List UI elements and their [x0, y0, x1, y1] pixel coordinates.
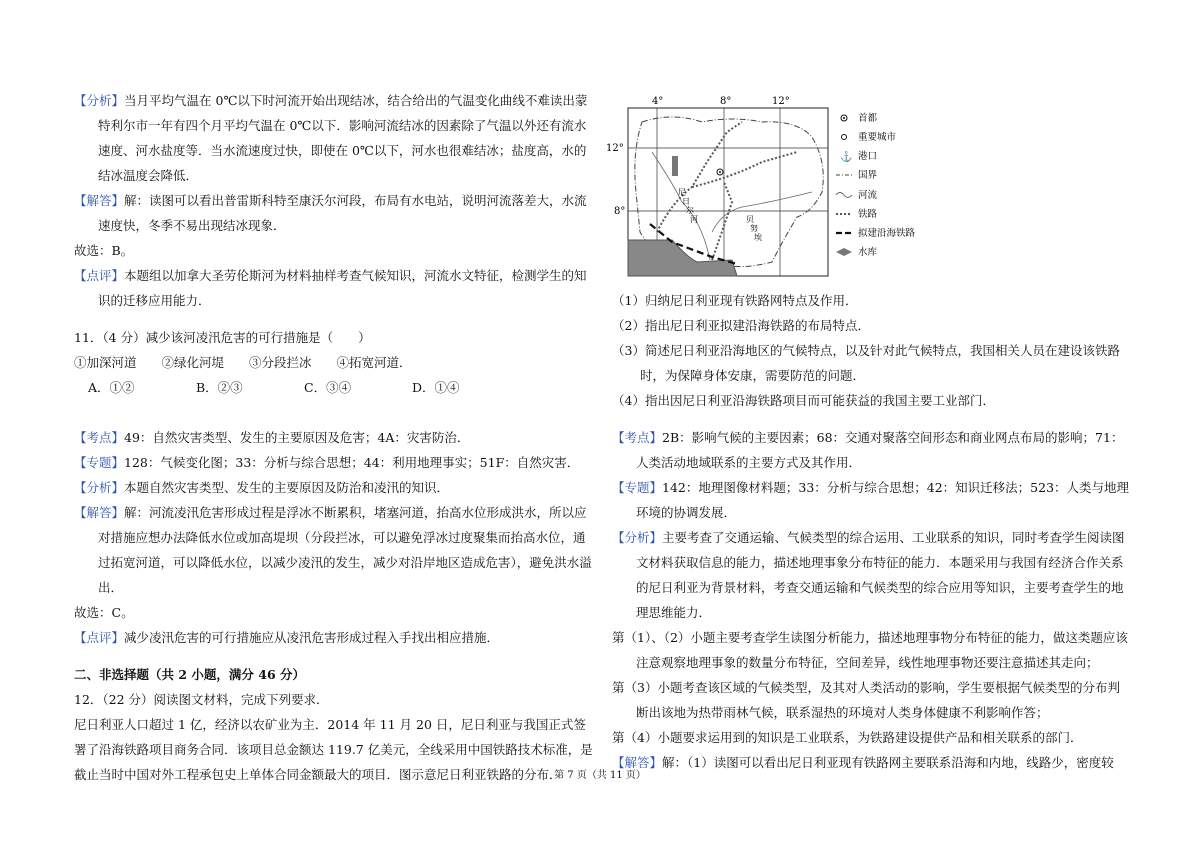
q11-options — [74, 375, 594, 400]
q12-point — [612, 425, 1132, 475]
point-tag: 【考点】 — [612, 430, 663, 445]
q12-solution-text: 解：（1）读图可以看出尼日利亚现有铁路网主要联系沿海和内地，线路少，密度较 — [662, 755, 1114, 770]
q12-note2: 第（3）小题考查该区域的气候类型，及其对人类活动的影响，学生要根据气候类型的分布判断出该地为热带雨林气候，联系湿热的环境对人类身体健康不利影响作答； — [612, 680, 1120, 720]
right-column — [606, 92, 1132, 775]
legend-label: 重要城市 — [858, 132, 897, 143]
railway-line — [657, 122, 742, 232]
q12-analysis-text: 主要考查了交通运输、气候类型的综合运用、工业联系的知识，同时考查学生阅读图文材料获取信息的能力，描述地理事象分布特征的能力．本题采用与我国有经济合作关系的尼日利亚为背景材料，考查交通运输和气候类型的综合应用等知识，主要考查学生的地理思维能力． — [636, 530, 1125, 620]
lon-label: 12° — [772, 96, 790, 107]
q11-answer: 故选：C。 — [74, 605, 134, 620]
q11-topic — [74, 450, 594, 475]
q12-analysis — [612, 525, 1132, 625]
city-icon — [842, 135, 847, 140]
option-b: B．②③ — [196, 380, 243, 395]
point-tag: 【考点】 — [74, 430, 125, 445]
topic-tag: 【专题】 — [74, 455, 125, 470]
river-label: 日 — [682, 197, 690, 206]
q10-comment — [74, 263, 594, 313]
map-legend — [836, 112, 916, 258]
q11-solution — [74, 500, 594, 600]
analysis-tag: 【分析】 — [74, 480, 125, 495]
solution-tag: 【解答】 — [74, 505, 125, 520]
comment-tag: 【点评】 — [74, 268, 125, 283]
q10-answer: 故选：B。 — [74, 243, 134, 258]
river-label: 河 — [690, 215, 698, 224]
q11-items: ①加深河道 ②绿化河堤 ③分段拦冰 ④拓宽河道． — [74, 355, 412, 370]
q11-analysis-text: 本题自然灾害类型、发生的主要原因及防治和凌汛的知识． — [124, 480, 450, 495]
legend-label: 拟建沿海铁路 — [858, 228, 916, 239]
option-d: D．①④ — [412, 380, 460, 395]
analysis-tag: 【分析】 — [612, 530, 663, 545]
q11-point-text: 49：自然灾害类型、发生的主要原因及危害；4A：灾害防治． — [124, 430, 470, 445]
river-label: 努 — [750, 224, 758, 233]
option-c: C．③④ — [304, 380, 352, 395]
reservoir-mark — [672, 156, 678, 176]
legend-label: 河流 — [858, 190, 878, 201]
nigeria-railway-map — [606, 92, 1132, 282]
q10-solution — [74, 188, 594, 238]
river-label: 尼 — [678, 188, 686, 197]
analysis-tag: 【分析】 — [74, 93, 125, 108]
q12-material: 尼日利亚人口超过 1 亿，经济以农矿业为主．2014 年 11 月 20 日，尼日利亚与我国正式签署了沿海铁路项目商务合同．该项目总金额达 119.7 亿美元，全线采用中国铁路技术标准，是截止当时中国对外工程承包史上单体合同金额最大的项目．图示意尼日利亚铁路的分布． — [74, 717, 593, 782]
capital-dot — [719, 171, 721, 173]
section-title: 二、非选择题（共 2 小题，满分 46 分） — [74, 667, 306, 682]
river-icon — [836, 193, 852, 198]
river-label: 尔 — [686, 206, 694, 215]
q12-sub2: （2）指出尼日利亚拟建沿海铁路的布局特点． — [612, 318, 870, 333]
solution-tag: 【解答】 — [74, 193, 125, 208]
q11-comment-text: 减少凌汛危害的可行措施应从凌汛危害形成过程入手找出相应措施． — [124, 630, 500, 645]
solution-tag: 【解答】 — [612, 755, 663, 770]
port-icon: ⚓ — [840, 152, 853, 163]
lon-label: 8° — [720, 96, 732, 107]
q10-comment-text: 本题组以加拿大圣劳伦斯河为材料抽样考查气候知识，河流水文特征，检测学生的知识的迁移应用能力． — [98, 268, 587, 308]
option-a: A．①② — [88, 380, 135, 395]
legend-label: 水库 — [858, 247, 878, 258]
q12-note1: 第（1）、（2）小题主要考查学生读图分析能力，描述地理事物分布特征的能力，做这类题应该注意观察地理事象的数量分布特征，空间差异，线性地理事物还要注意描述其走向； — [612, 630, 1128, 670]
q12-topic-text: 142：地理图像材料题；33：分析与综合思想；42：知识迁移法；523：人类与地理环境的协调发展． — [636, 480, 1130, 520]
left-column — [74, 88, 594, 787]
map-svg — [606, 92, 942, 282]
legend-label: 铁路 — [858, 209, 878, 220]
lat-label: 8° — [614, 206, 626, 217]
legend-label: 首都 — [858, 113, 878, 124]
river-label: 埃 — [754, 233, 762, 242]
reservoir-icon — [836, 248, 852, 256]
q11-stem: 11．（4 分）减少该河凌汛危害的可行措施是（ ） — [74, 330, 371, 345]
q10-analysis — [74, 88, 594, 188]
q12-note3: 第（4）小题要求运用到的知识是工业联系，为铁路建设提供产品和相关联系的部门． — [612, 730, 1083, 745]
comment-tag: 【点评】 — [74, 630, 125, 645]
river-label: 贝 — [746, 215, 754, 224]
river-line — [712, 192, 812, 232]
railway-line — [692, 152, 797, 187]
q12-point-text: 2B：影响气候的主要因素；68：交通对聚落空间形态和商业网点布局的影响；71：人类活动地域联系的主要方式及其作用． — [636, 430, 1124, 470]
q12-sub4: （4）指出因尼日利亚沿海铁路项目而可能获益的我国主要工业部门． — [612, 393, 995, 408]
q12-topic — [612, 475, 1132, 525]
q11-comment — [74, 625, 594, 650]
railway-line — [712, 182, 732, 260]
q12-sub3: （3）简述尼日利亚沿海地区的气候特点，以及针对此气候特点，我国相关人员在建设该铁路时，为保障身体安康，需要防范的问题． — [612, 343, 1120, 383]
topic-tag: 【专题】 — [612, 480, 663, 495]
legend-label: 国界 — [858, 170, 878, 181]
lon-label: 4° — [652, 96, 664, 107]
q10-analysis-text: 当月平均气温在 0℃以下时河流开始出现结冰，结合给出的气温变化曲线不难读出蒙特利尔市一年有四个月平均气温在 0℃以下．影响河流结冰的因素除了气温以外还有流水速度、河水盐度等．当水流速度过快，即使在 0℃以下，河水也很难结冰；盐度高，水的结冰温度会降低． — [98, 93, 588, 183]
q11-point — [74, 425, 594, 450]
page-footer: 第 7 页（共 11 页） — [554, 770, 646, 781]
q11-solution-text: 解：河流凌汛危害形成过程是浮冰不断累积，堵塞河道，抬高水位形成洪水，所以应对措施应想办法降低水位或加高堤坝（分段拦冰，可以避免浮冰过度聚集而抬高水位，通过拓宽河道，可以降低水位，以减少凌汛的发生，减少对沿岸地区造成危害），避免洪水溢出． — [98, 505, 592, 595]
legend-label: 港口 — [858, 151, 878, 162]
q12-sub1: （1）归纳尼日利亚现有铁路网特点及作用． — [612, 293, 858, 308]
lat-label: 12° — [606, 143, 624, 154]
q12-stem: 12．（22 分）阅读图文材料，完成下列要求． — [74, 692, 329, 707]
q10-solution-text: 解：读图可以看出普雷斯科特至康沃尔河段，布局有水电站，说明河流落差大，水流速度快，冬季不易出现结冰现象． — [98, 193, 587, 233]
q11-analysis — [74, 475, 594, 500]
q11-topic-text: 128：气候变化图；33：分析与综合思想；44：利用地理事实；51F：自然灾害． — [124, 455, 580, 470]
